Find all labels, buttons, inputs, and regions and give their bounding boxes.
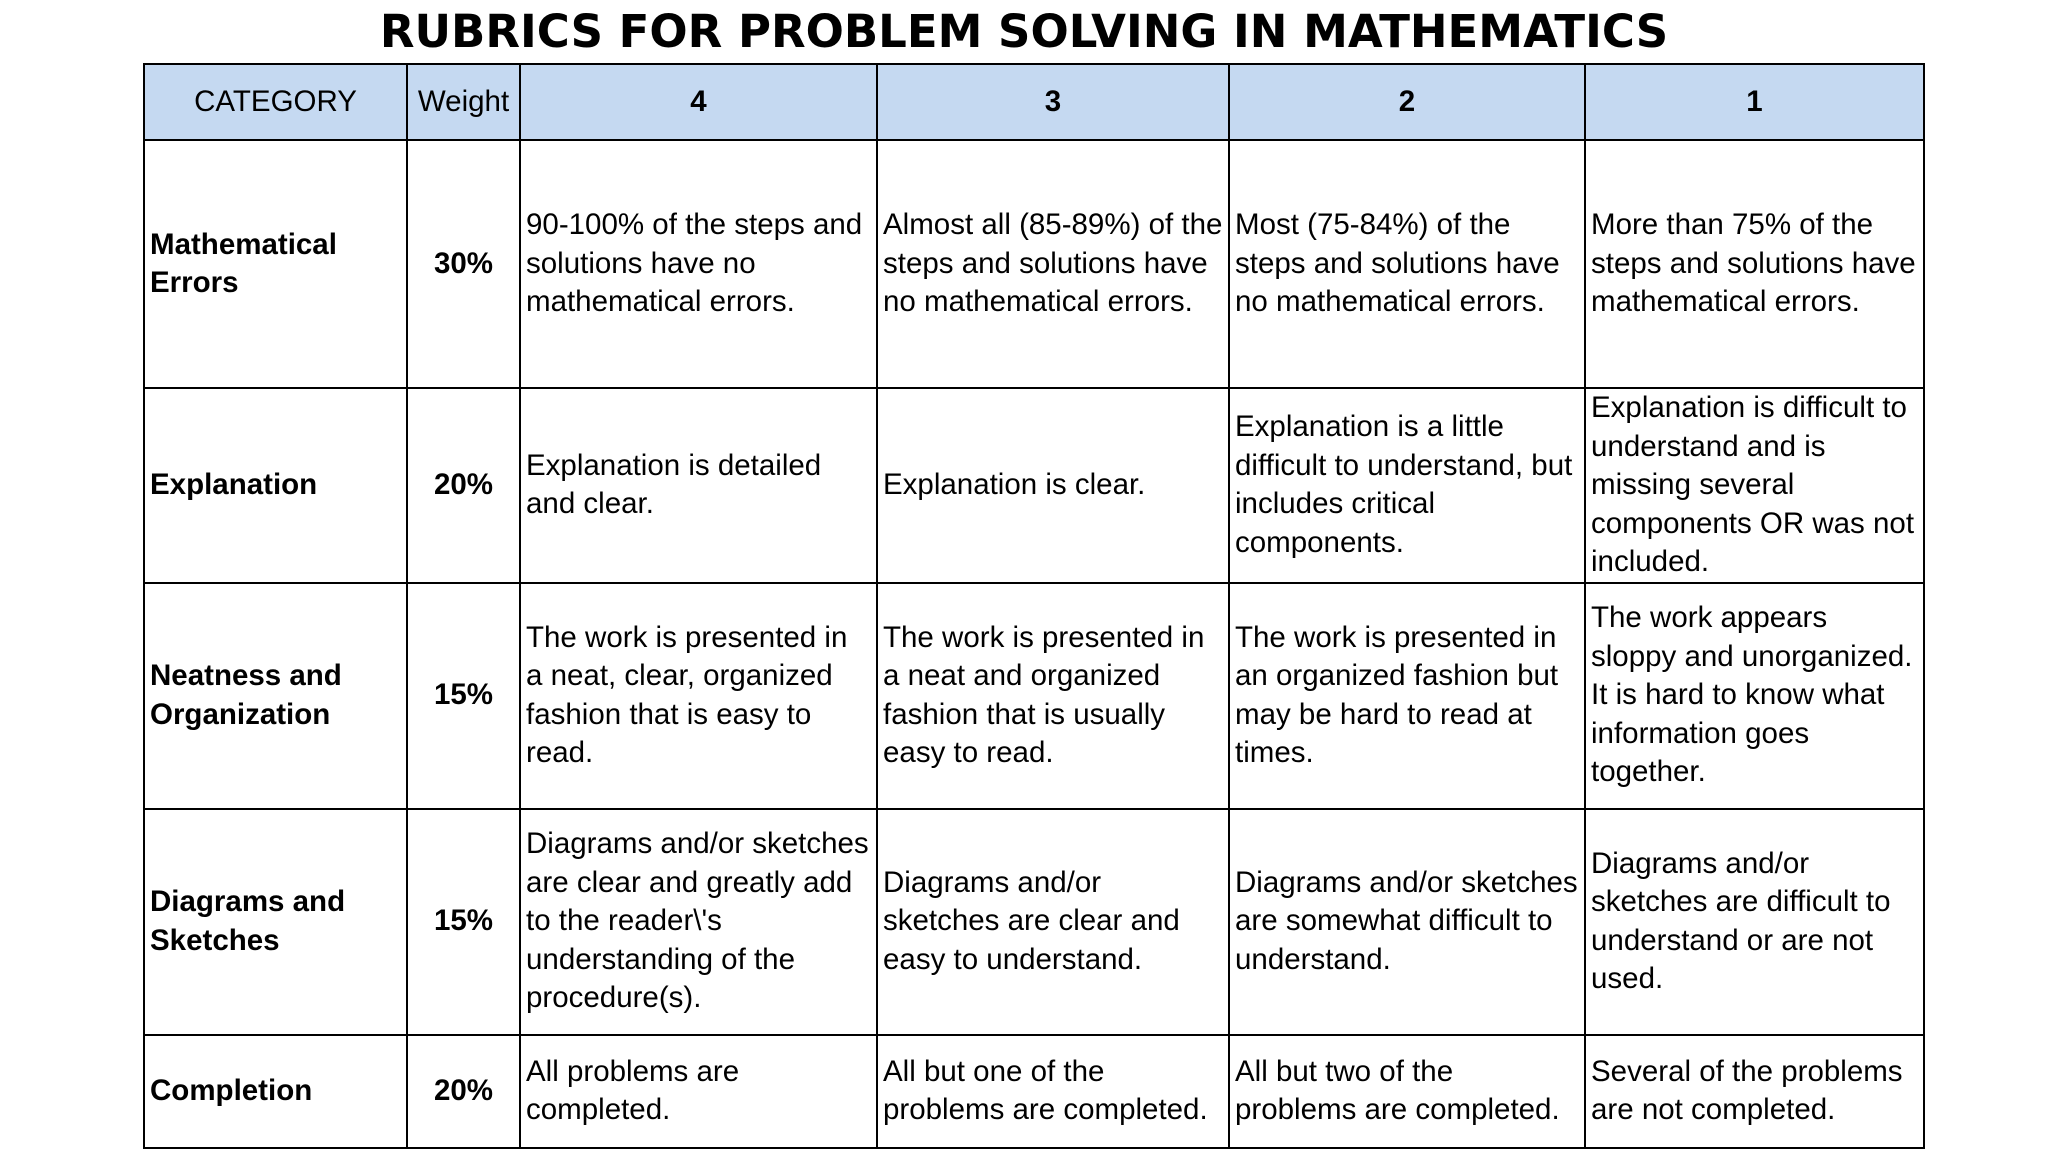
weight-cell: 15%: [407, 583, 520, 809]
score-1-cell: More than 75% of the steps and solutions have mathematical errors.: [1585, 140, 1924, 388]
score-1-cell: Explanation is difficult to understand and is missing several components OR was not included.: [1585, 388, 1924, 583]
score-3-cell: Explanation is clear.: [877, 388, 1229, 583]
score-3-cell: Diagrams and/or sketches are clear and easy to understand.: [877, 809, 1229, 1035]
weight-cell: 15%: [407, 809, 520, 1035]
score-2-cell: The work is presented in an organized fashion but may be hard to read at times.: [1229, 583, 1585, 809]
header-row: [144, 64, 1924, 140]
score-2-cell: Diagrams and/or sketches are somewhat difficult to understand.: [1229, 809, 1585, 1035]
weight-cell: 20%: [407, 1035, 520, 1148]
score-4-cell: All problems are completed.: [520, 1035, 877, 1148]
table-row: [144, 583, 1924, 809]
table-row: [144, 1035, 1924, 1148]
header-weight: Weight: [407, 64, 520, 140]
score-2-cell: All but two of the problems are completed.: [1229, 1035, 1585, 1148]
score-1-cell: Several of the problems are not completed.: [1585, 1035, 1924, 1148]
header-score-2: 2: [1229, 64, 1585, 140]
rubric-table: [143, 63, 1925, 1149]
score-2-cell: Most (75-84%) of the steps and solutions have no mathematical errors.: [1229, 140, 1585, 388]
table-row: [144, 388, 1924, 583]
category-cell: Mathematical Errors: [144, 140, 407, 388]
weight-cell: 30%: [407, 140, 520, 388]
category-cell: Explanation: [144, 388, 407, 583]
score-2-cell: Explanation is a little difficult to understand, but includes critical components.: [1229, 388, 1585, 583]
score-1-cell: The work appears sloppy and unorganized. It is hard to know what information goes together.: [1585, 583, 1924, 809]
category-cell: Neatness and Organization: [144, 583, 407, 809]
weight-cell: 20%: [407, 388, 520, 583]
score-4-cell: The work is presented in a neat, clear, organized fashion that is easy to read.: [520, 583, 877, 809]
category-cell: Diagrams and Sketches: [144, 809, 407, 1035]
table-row: [144, 140, 1924, 388]
header-score-3: 3: [877, 64, 1229, 140]
category-cell: Completion: [144, 1035, 407, 1148]
score-3-cell: All but one of the problems are completed.: [877, 1035, 1229, 1148]
score-4-cell: Explanation is detailed and clear.: [520, 388, 877, 583]
header-category: CATEGORY: [144, 64, 407, 140]
header-score-1: 1: [1585, 64, 1924, 140]
table-row: [144, 809, 1924, 1035]
score-1-cell: Diagrams and/or sketches are difficult to understand or are not used.: [1585, 809, 1924, 1035]
score-4-cell: 90-100% of the steps and solutions have no mathematical errors.: [520, 140, 877, 388]
page-title: RUBRICS FOR PROBLEM SOLVING IN MATHEMATICS: [379, 5, 1669, 58]
score-3-cell: Almost all (85-89%) of the steps and solutions have no mathematical errors.: [877, 140, 1229, 388]
header-score-4: 4: [520, 64, 877, 140]
score-4-cell: Diagrams and/or sketches are clear and greatly add to the reader\'s understanding of the procedure(s).: [520, 809, 877, 1035]
score-3-cell: The work is presented in a neat and organized fashion that is usually easy to read.: [877, 583, 1229, 809]
